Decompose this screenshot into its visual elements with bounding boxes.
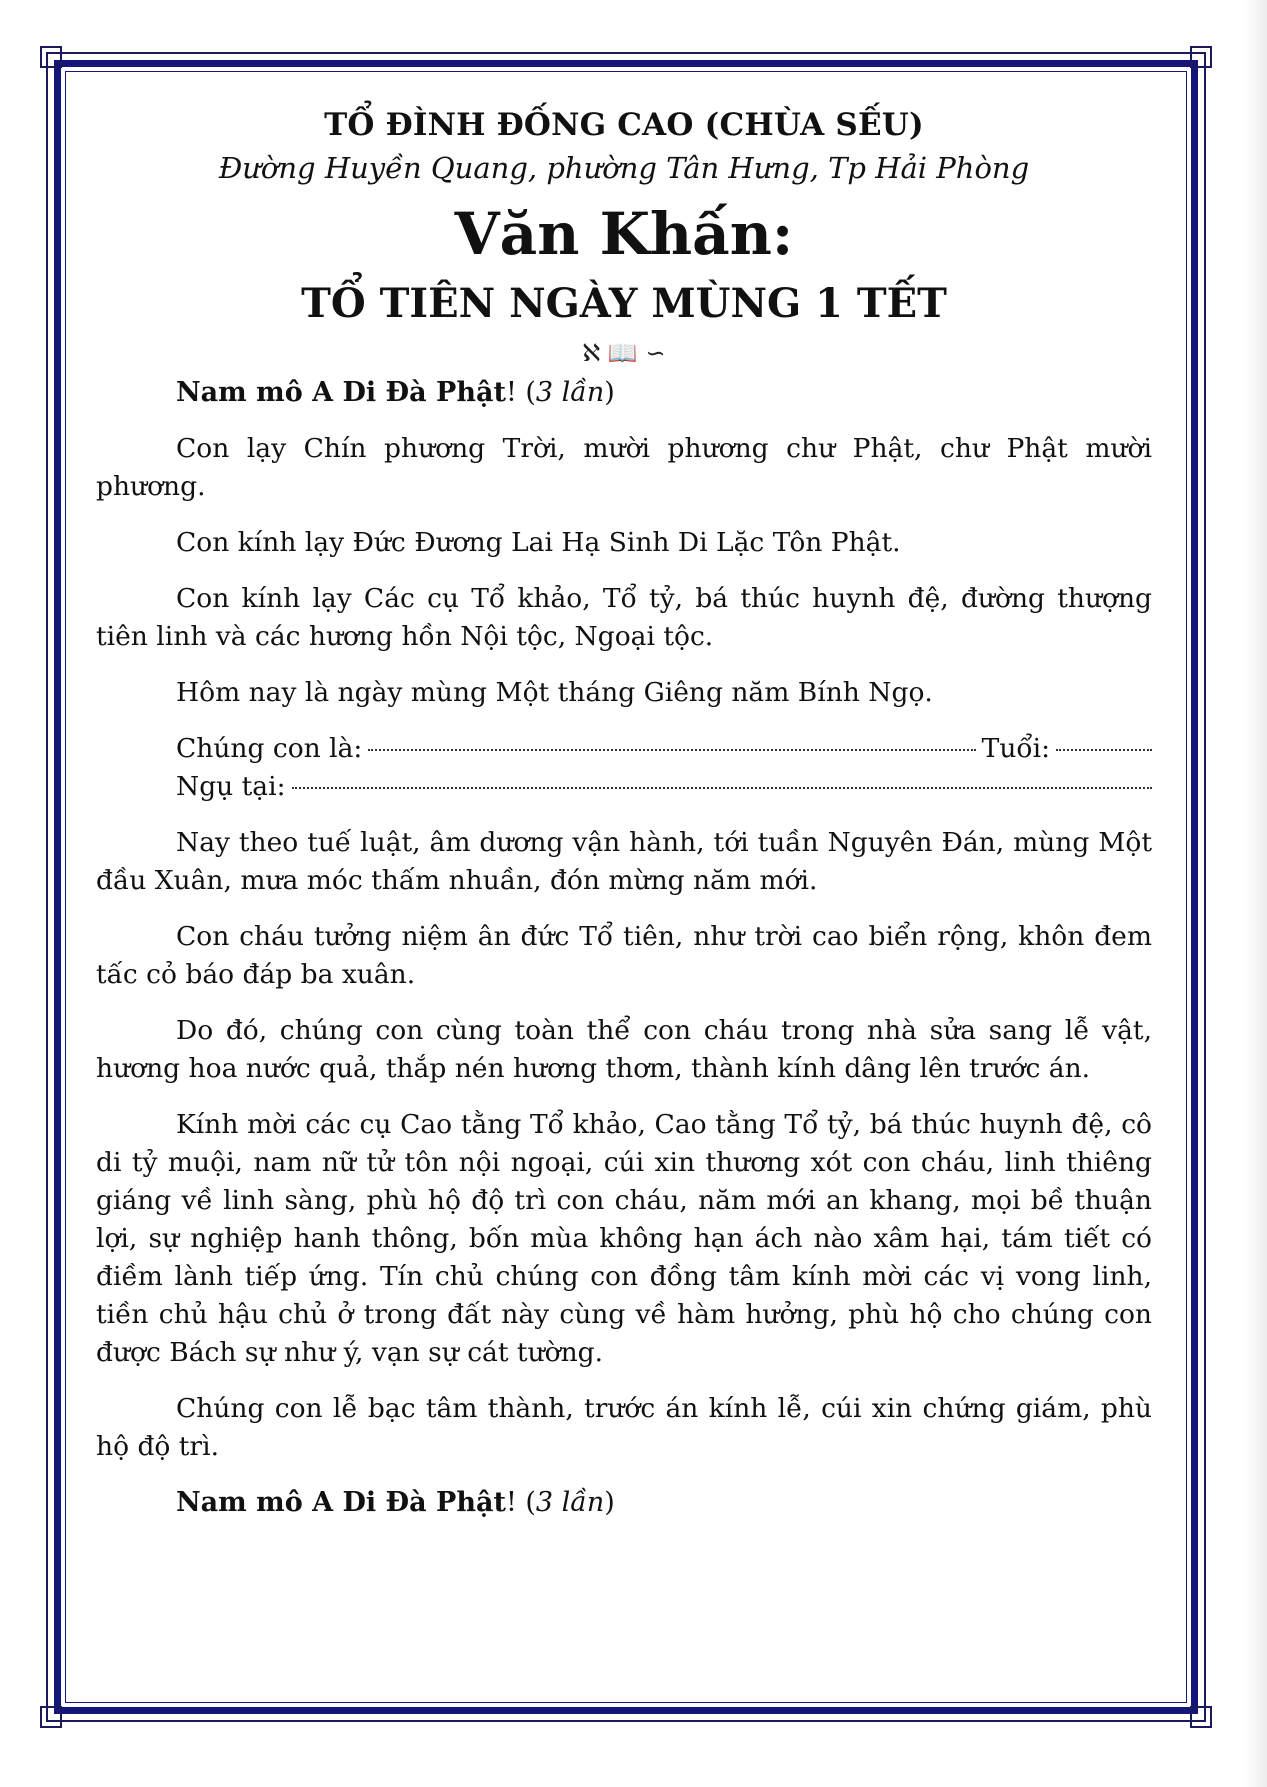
- document-content: [96, 92, 1152, 1540]
- document-subtitle: TỔ TIÊN NGÀY MÙNG 1 TẾT: [301, 280, 947, 327]
- paragraph-9: Chúng con lễ bạc tâm thành, trước án kính lễ, cúi xin chứng giám, phù hộ độ trì.: [96, 1393, 1152, 1462]
- border-corner-top-right: [1190, 46, 1212, 68]
- paragraph-5: Nay theo tuế luật, âm dương vận hành, tới tuần Nguyên Đán, mùng Một đầu Xuân, mưa móc thấm nhuần, đón mừng năm mới.: [96, 827, 1152, 896]
- address-blank: [292, 787, 1153, 789]
- temple-address: Đường Huyền Quang, phường Tân Hưng, Tp Hải Phòng: [218, 151, 1030, 185]
- invocation-mark-closing: ! (: [505, 1487, 536, 1518]
- invocation-closing: [96, 1484, 1152, 1522]
- paragraph-3: Con kính lạy Các cụ Tổ khảo, Tổ tỷ, bá thúc huynh đệ, đường thượng tiên linh và các hương hồn Nội tộc, Ngoại tộc.: [96, 583, 1152, 652]
- address-label: Ngụ tại:: [176, 771, 286, 802]
- paragraph-7: Do đó, chúng con cùng toàn thể con cháu trong nhà sửa sang lễ vật, hương hoa nước quả, thắp nén hương thơm, thành kính dâng lên trước án.: [96, 1015, 1152, 1084]
- invocation-mark: ! (: [505, 377, 536, 408]
- paragraph-4: Hôm nay là ngày mùng Một tháng Giêng năm Bính Ngọ.: [176, 677, 933, 708]
- border-corner-bottom-left: [40, 1706, 62, 1728]
- invocation-text: Nam mô A Di Đà Phật: [176, 377, 506, 408]
- invocation-count-closing: 3 lần: [535, 1487, 605, 1518]
- temple-name: TỔ ĐÌNH ĐỐNG CAO (CHÙA SẾU): [324, 107, 924, 143]
- name-blank: [368, 749, 975, 751]
- page-edge-shadow: [1245, 0, 1267, 1787]
- paragraph-1: Con lạy Chín phương Trời, mười phương chư Phật, chư Phật mười phương.: [96, 433, 1152, 502]
- name-age-line: [96, 730, 1152, 768]
- name-label: Chúng con là:: [176, 733, 363, 764]
- invocation-opening: [96, 374, 1152, 412]
- paragraph-2: Con kính lạy Đức Đương Lai Hạ Sinh Di Lặc Tôn Phật.: [176, 527, 901, 558]
- invocation-count: 3 lần: [535, 377, 605, 408]
- address-line: [96, 768, 1152, 806]
- invocation-close-closing: ): [604, 1487, 615, 1518]
- invocation-text-closing: Nam mô A Di Đà Phật: [176, 1487, 506, 1518]
- age-blank: [1056, 749, 1152, 751]
- paragraph-6: Con cháu tưởng niệm ân đức Tổ tiên, như trời cao biển rộng, khôn đem tấc cỏ báo đáp ba xuân.: [96, 921, 1152, 990]
- border-corner-bottom-right: [1190, 1706, 1212, 1728]
- book-ornament-icon: ℵ 📖 ∽: [582, 339, 666, 367]
- document-title: Văn Khấn:: [454, 200, 794, 268]
- invocation-close: ): [604, 377, 615, 408]
- paragraph-8: Kính mời các cụ Cao tằng Tổ khảo, Cao tằng Tổ tỷ, bá thúc huynh đệ, cô di tỷ muội, nam nữ tử tôn nội ngoại, cúi xin thương xót con cháu, linh thiêng giáng về linh sàng, phù hộ độ trì con cháu, năm mới an khang, mọi bề thuận lợi, sự nghiệp hanh thông, bốn mùa không hạn ách nào xâm hại, tám tiết có điềm lành tiếp ứng. Tín chủ chúng con đồng tâm kính mời các vị vong linh, tiền chủ hậu chủ ở trong đất này cùng về hàm hưởng, phù hộ cho chúng con được Bách sự như ý, vạn sự cát tường.: [96, 1109, 1152, 1368]
- age-label: Tuổi:: [981, 733, 1050, 764]
- border-corner-top-left: [40, 46, 62, 68]
